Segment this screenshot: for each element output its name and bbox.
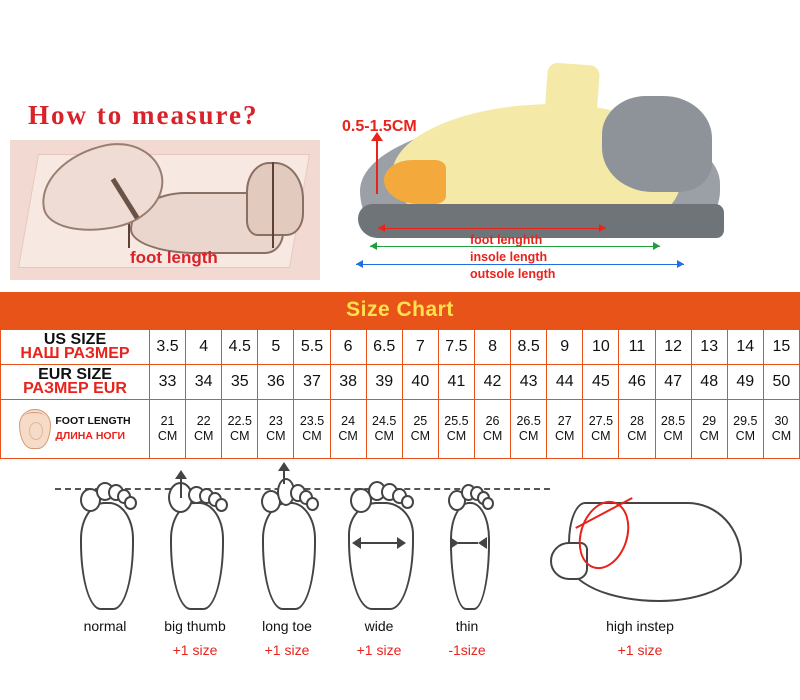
cell-us-6: 6.5 — [366, 330, 402, 365]
legend-insole-length: insole length — [470, 250, 548, 264]
foot-length-caption: foot length — [130, 248, 218, 267]
cell-us-12: 10 — [583, 330, 619, 365]
cell-foot-13: 28 CM — [619, 400, 655, 459]
cell-us-4: 5.5 — [294, 330, 330, 365]
row-header-foot-ru: ДЛИНА НОГИ — [55, 430, 126, 442]
row-header-us-ru: НАШ РАЗМЕР — [20, 345, 130, 362]
cell-eur-13: 46 — [619, 365, 655, 400]
cell-foot-10: 26.5 CM — [511, 400, 547, 459]
foot-type-advice-thin: -1size — [448, 642, 486, 658]
cell-eur-15: 48 — [691, 365, 727, 400]
how-to-measure-section — [0, 0, 800, 290]
cell-eur-2: 35 — [222, 365, 258, 400]
row-header-eur-en: EUR SIZE — [38, 366, 112, 383]
foot-type-label-big-thumb: big thumb — [164, 618, 226, 634]
gap-arrow-line — [376, 138, 378, 194]
cell-eur-5: 38 — [330, 365, 366, 400]
cell-us-3: 5 — [258, 330, 294, 365]
cell-us-1: 4 — [186, 330, 222, 365]
foot-types-section — [0, 470, 800, 700]
cell-eur-3: 36 — [258, 365, 294, 400]
cell-us-11: 9 — [547, 330, 583, 365]
cell-eur-10: 43 — [511, 365, 547, 400]
cell-us-2: 4.5 — [222, 330, 258, 365]
table-row-foot-length — [1, 400, 800, 459]
cell-us-8: 7.5 — [438, 330, 474, 365]
foot-type-advice-wide: +1 size — [356, 642, 402, 658]
foot-type-advice-big-thumb: +1 size — [172, 642, 218, 658]
measure-photo — [10, 140, 320, 280]
footprint-icon — [19, 409, 51, 449]
row-header-eur-ru: РАЗМЕР EUR — [23, 380, 127, 397]
cell-foot-9: 26 CM — [474, 400, 510, 459]
sole-outline-wide — [348, 480, 410, 608]
cell-eur-6: 39 — [366, 365, 402, 400]
cell-us-0: 3.5 — [150, 330, 186, 365]
foot-type-label-wide: wide — [364, 618, 394, 634]
row-header-eur-size — [1, 365, 150, 400]
size-chart-table — [0, 329, 800, 459]
size-chart — [0, 292, 800, 459]
sole-outline-long-toe — [256, 480, 318, 608]
cell-us-10: 8.5 — [511, 330, 547, 365]
cell-us-9: 8 — [474, 330, 510, 365]
sole-outline-big-thumb — [164, 480, 226, 608]
cell-us-5: 6 — [330, 330, 366, 365]
row-header-foot-length — [1, 400, 150, 459]
gap-arrow-head — [371, 132, 383, 141]
foot-type-label-high-instep: high instep — [606, 618, 674, 634]
instep-foot-diagram — [550, 470, 750, 620]
sole-outline-thin — [436, 480, 498, 608]
gap-measure-label: 0.5-1.5CM — [342, 118, 417, 135]
foot-type-advice-high-instep: +1 size — [617, 642, 663, 658]
size-chart-title: Size Chart — [0, 292, 800, 329]
cell-foot-12: 27.5 CM — [583, 400, 619, 459]
cell-eur-16: 49 — [727, 365, 763, 400]
cell-foot-4: 23.5 CM — [294, 400, 330, 459]
foot-type-label-normal: normal — [83, 618, 127, 634]
cell-foot-2: 22.5 CM — [222, 400, 258, 459]
cell-eur-0: 33 — [150, 365, 186, 400]
cell-foot-3: 23 CM — [258, 400, 294, 459]
foot-type-label-thin: thin — [455, 618, 479, 634]
heel-marker-line — [272, 162, 274, 248]
diagram-legend — [470, 232, 555, 283]
heel-shape — [246, 162, 304, 236]
cell-eur-9: 42 — [474, 365, 510, 400]
cell-eur-17: 50 — [763, 365, 799, 400]
foot-type-label-long-toe: long toe — [262, 618, 312, 634]
legend-outsole-length: outsole length — [470, 267, 556, 281]
cell-us-13: 11 — [619, 330, 655, 365]
cell-eur-14: 47 — [655, 365, 691, 400]
cell-foot-8: 25.5 CM — [438, 400, 474, 459]
cell-us-7: 7 — [402, 330, 438, 365]
cell-foot-7: 25 CM — [402, 400, 438, 459]
cell-foot-5: 24 CM — [330, 400, 366, 459]
page-title: How to measure? — [28, 100, 259, 130]
shoe-tongue — [544, 62, 600, 127]
foot-length-line — [378, 228, 606, 229]
cell-eur-12: 45 — [583, 365, 619, 400]
row-header-us-size — [1, 330, 150, 365]
cell-us-17: 15 — [763, 330, 799, 365]
cell-us-15: 13 — [691, 330, 727, 365]
cell-eur-8: 41 — [438, 365, 474, 400]
cell-foot-1: 22 CM — [186, 400, 222, 459]
cell-foot-15: 29 CM — [691, 400, 727, 459]
foot-type-advice-long-toe: +1 size — [264, 642, 310, 658]
cell-eur-4: 37 — [294, 365, 330, 400]
cell-foot-6: 24.5 CM — [366, 400, 402, 459]
row-header-foot-en: FOOT LENGTH — [55, 415, 131, 427]
cell-us-16: 14 — [727, 330, 763, 365]
legend-foot-length: foot lenghth — [470, 233, 543, 247]
cell-eur-7: 40 — [402, 365, 438, 400]
cell-foot-0: 21 CM — [150, 400, 186, 459]
shoe-outline — [350, 86, 750, 236]
cell-eur-11: 44 — [547, 365, 583, 400]
table-row-us-size — [1, 330, 800, 365]
cell-foot-11: 27 CM — [547, 400, 583, 459]
row-header-us-en: US SIZE — [43, 331, 107, 348]
cell-foot-16: 29.5 CM — [727, 400, 763, 459]
shoe-cross-section-diagram — [330, 60, 790, 292]
table-row-eur-size — [1, 365, 800, 400]
cell-us-14: 12 — [655, 330, 691, 365]
cell-eur-1: 34 — [186, 365, 222, 400]
shoe-heel — [602, 96, 712, 192]
cell-foot-17: 30 CM — [763, 400, 799, 459]
sole-outline-normal — [74, 480, 136, 608]
cell-foot-14: 28.5 CM — [655, 400, 691, 459]
